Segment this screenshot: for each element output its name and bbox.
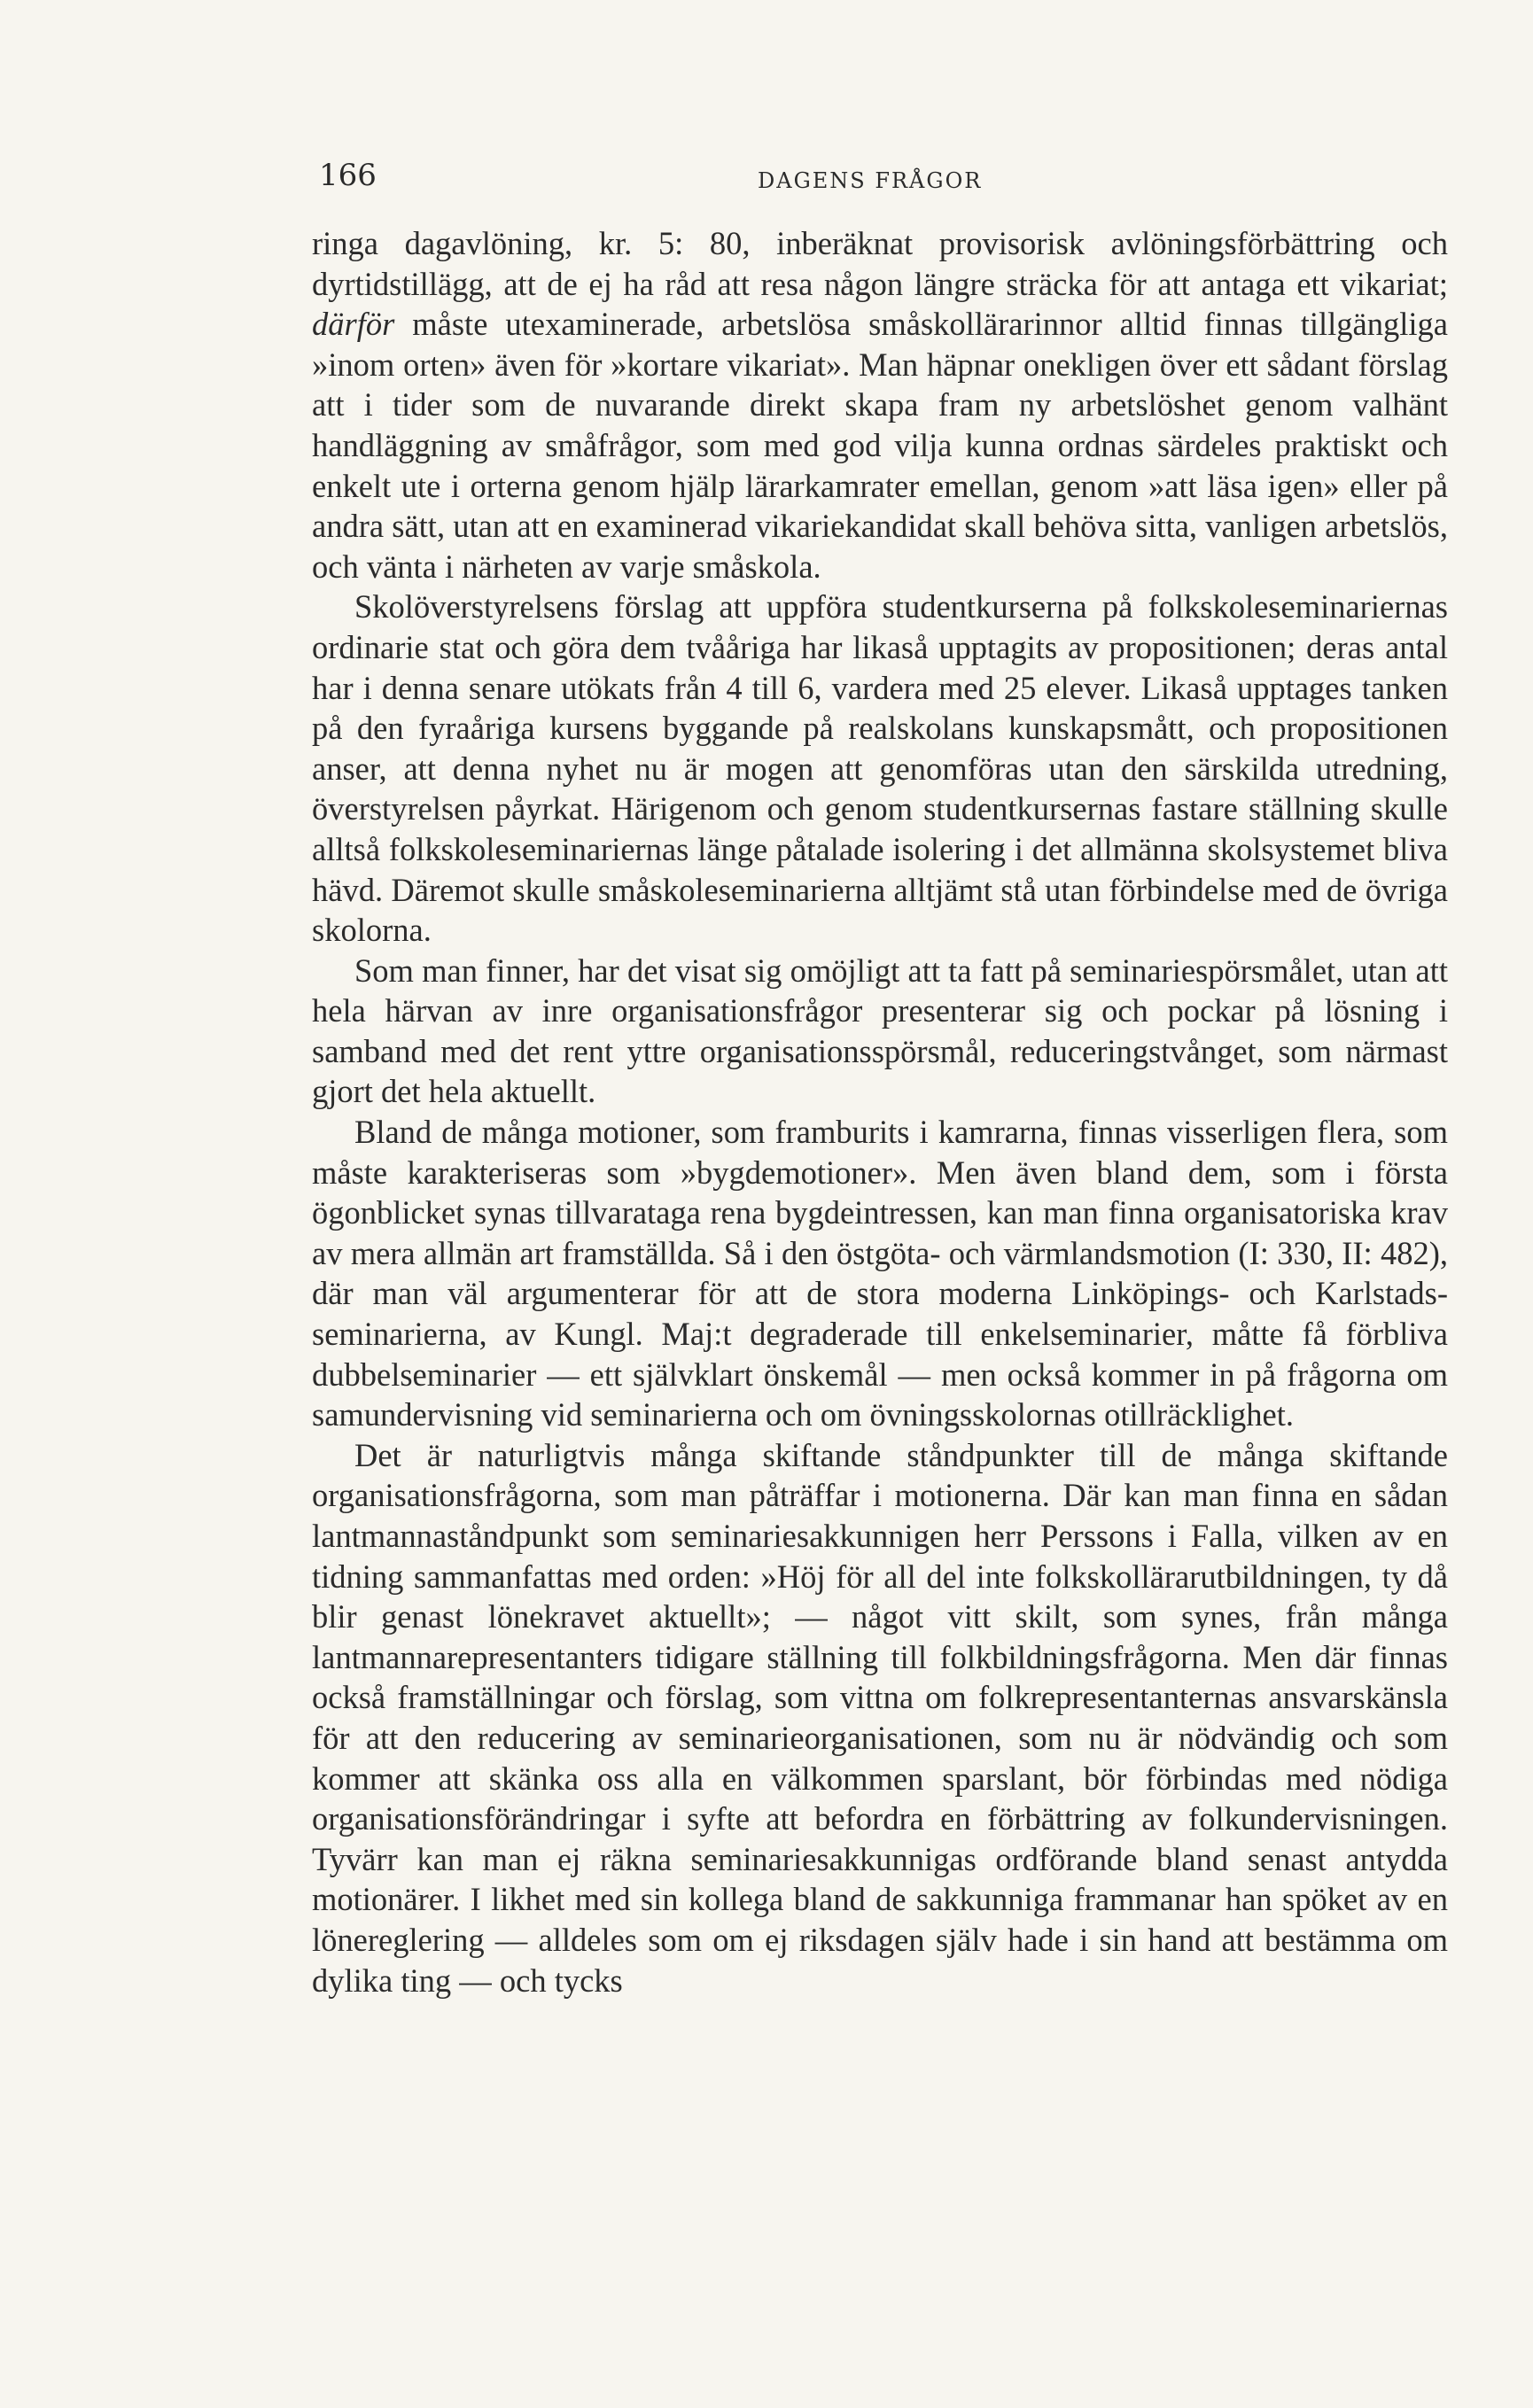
paragraph <box>312 223 1448 586</box>
paragraph <box>312 586 1448 950</box>
text-segment: Det är naturligtvis många skiftande ståndpunkter till de många skiftande organisationsfrågorna, som man påträffar i motionerna. Där kan man finna en sådan lantmannaståndpunkt som seminariesakkunnigen herr Perssons i Falla, vilken av en tidning sammanfattas med orden: »Höj för all del inte folkskollärarutbildningen, ty då blir genast lönekravet aktuellt»; — något vitt skilt, som synes, från många lantmannarepresentanters tidigare ställning till folkbildningsfrågorna. Men där finnas också framställningar och förslag, som vittna om folkrepresentanternas ansvarskänsla för att den reducering av seminarieorganisationen, som nu är nödvändig och som kommer att skänka oss alla en välkommen sparslant, bör förbindas med nödiga organisationsförändringar i syfte att befordra en förbättring av folkundervisningen. Tyvärr kan man ej räkna seminariesakkunnigas ordförande bland senast antydda motionärer. I likhet med sin kollega bland de sakkunniga frammanar han spöket av en lönereglering — alldeles som om ej riksdagen själv hade i sin hand att bestämma om dylika ting — och tycks <box>312 1436 1448 1999</box>
text-segment: Bland de många motioner, som framburits i kamrarna, finnas visserligen flera, som måste karakteriseras som »bygdemotioner». Men även bland dem, som i första ögonblicket synas tillvaratаga rena bygdeintressen, kan man finna organisatoriska krav av mera allmän art framställda. Så i den östgöta- och värmlandsmotion (I: 330, II: 482), där man väl argumenterar för att de stora moderna Linköpings- och Karlstads-seminarierna, av Kungl. Maj:t degraderade till enkelseminarier, måtte få förbliva dubbelseminarier — ett självklart önskemål — men också kommer in på frågorna om samundervisning vid seminarierna och om övningsskolornas otillräcklighet. <box>312 1114 1448 1433</box>
paragraph <box>312 1112 1448 1435</box>
running-title: DAGENS FRÅGOR <box>758 168 983 193</box>
paragraph <box>312 1435 1448 2000</box>
page-header <box>319 158 1444 202</box>
body-text <box>312 223 1448 2000</box>
text-segment: måste utexaminerade, arbetslösa småskollärarinnor alltid finnas tillgängliga »inom orten» även för »kortare vikariat». Man häpnar onekligen över ett sådant förslag att i tider som de nuvarande direkt skapa fram ny arbetslöshet genom valhänt handläggning av småfrågor, som med god vilja kunna ordnas särdeles praktiskt och enkelt ute i orterna genom hjälp lärarkamrater emellan, genom »att läsa igen» eller på andra sätt, utan att en examinerad vikariekandidat skall behöva sitta, vanligen arbetslös, och vänta i närheten av varje småskola. <box>312 306 1448 585</box>
emphasis-text: därför <box>312 306 395 343</box>
text-segment: Som man finner, har det visat sig omöjligt att ta fatt på seminariespörsmålet, utan att hela härvan av inre organisationsfrågor presenterar sig och pockar på lösning i samband med det rent yttre organisationsspörsmål, reduceringstvånget, som närmast gjort det hela aktuellt. <box>312 952 1448 1110</box>
text-segment: Skolöverstyrelsens förslag att uppföra studentkurserna på folkskoleseminariernas ordinarie stat och göra dem tvååriga har likaså upptagits av propositionen; deras antal har i denna senare utökats från 4 till 6, vardera med 25 elever. Likaså upptages tanken på den fyraåriga kursens byggande på realskolans kunskapsmått, och propositionen anser, att denna nyhet nu är mogen att genomföras utan den särskilda utredning, överstyrelsen påyrkat. Härigenom och genom studentkursernas fastare ställning skulle alltså folkskoleseminariernas länge påtalade isolering i det allmänna skolsystemet bliva hävd. Däremot skulle småskoleseminarierna alltjämt stå utan förbindelse med de övriga skolorna. <box>312 588 1448 949</box>
page-number: 166 <box>319 158 377 193</box>
text-segment: ringa dagavlöning, kr. 5: 80, inberäknat provisorisk avlöningsförbättring och dyrtidstillägg, att de ej ha råd att resa någon längre sträcka för att antaga ett vikariat; <box>312 225 1448 302</box>
paragraph <box>312 951 1448 1112</box>
